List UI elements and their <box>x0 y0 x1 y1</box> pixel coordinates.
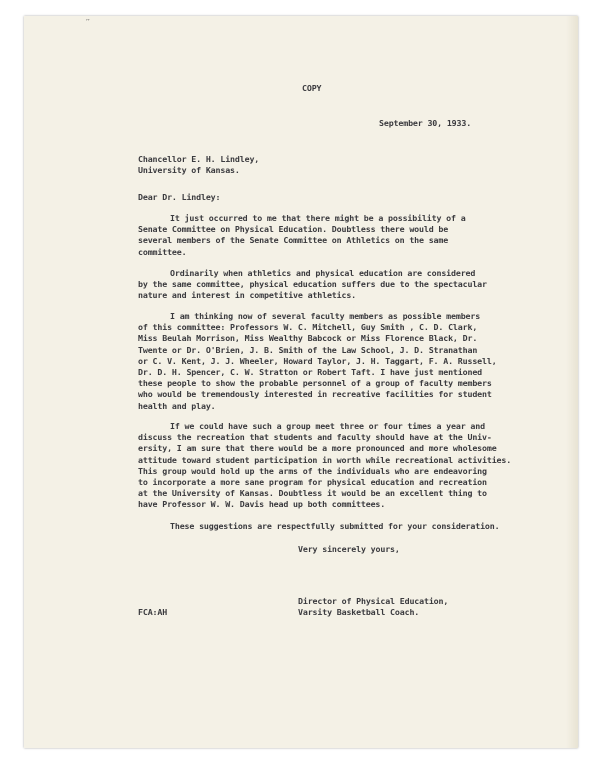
paragraph-line: I am thinking now of several faculty members as possible members <box>170 311 481 321</box>
paragraph-5 <box>170 521 570 532</box>
paragraph-line: or C. V. Kent, J. J. Wheeler, Howard Taylor, J. H. Taggart, F. A. Russell, <box>138 355 497 366</box>
recipient-name: Chancellor E. H. Lindley, <box>138 154 260 164</box>
paragraph-line: Twente or Dr. O'Brien, J. B. Smith of the Law School, J. D. Stranathan <box>138 344 478 355</box>
signature-title-line-1: Director of Physical Education, <box>298 596 449 606</box>
paragraph-3 <box>138 311 570 412</box>
paragraph-line: who would be tremendously interested in recreative facilities for student <box>138 389 492 400</box>
paragraph-1 <box>138 213 570 258</box>
letter-date: September 30, 1933. <box>379 118 472 128</box>
corner-mark: ′′ <box>86 18 90 27</box>
paragraph-line: to incorporate a more sane program for physical education and recreation <box>138 477 487 488</box>
paragraph-line: health and play. <box>138 400 216 411</box>
signature-title-line-2: Varsity Basketball Coach. <box>298 607 420 617</box>
paragraph-2 <box>138 268 570 302</box>
paragraph-line: Ordinarily when athletics and physical education are considered <box>170 268 476 278</box>
paragraph-line: committee. <box>138 246 187 257</box>
salutation: Dear Dr. Lindley: <box>138 192 221 202</box>
paragraph-line: of this committee: Professors W. C. Mitchell, Guy Smith , C. D. Clark, <box>138 322 478 333</box>
paragraph-line: It just occurred to me that there might be a possibility of a <box>170 213 466 223</box>
paragraph-line: This group would hold up the arms of the individuals who are endeavoring <box>138 465 487 476</box>
closing: Very sincerely yours, <box>298 544 400 554</box>
paragraph-line: these people to show the probable personnel of a group of faculty members <box>138 378 492 389</box>
paragraph-line: Miss Beulah Morrison, Miss Wealthy Babcock or Miss Florence Black, Dr. <box>138 333 478 344</box>
paragraph-line: If we could have such a group meet three or four times a year and <box>170 421 485 431</box>
paragraph-line: attitude toward student participation in worth while recreational activities. <box>138 454 512 465</box>
paragraph-line: Senate Committee on Physical Education. Doubtless there would be <box>138 224 449 235</box>
paragraph-4 <box>138 421 570 511</box>
typist-initials: FCA:AH <box>138 607 168 617</box>
paragraph-line: discuss the recreation that students and faculty should have at the Univ- <box>138 432 492 443</box>
paragraph-line: have Professor W. W. Davis head up both committees. <box>138 499 386 510</box>
paragraph-line: ersity, I am sure that there would be a more pronounced and more wholesome <box>138 443 497 454</box>
paragraph-line: Dr. D. H. Spencer, C. W. Stratton or Robert Taft. I have just mentioned <box>138 367 483 378</box>
paragraph-line: by the same committee, physical education suffers due to the spectacular <box>138 279 487 290</box>
copy-label: COPY <box>302 83 322 93</box>
paragraph-line: several members of the Senate Committee on Athletics on the same <box>138 235 449 246</box>
paragraph-line: These suggestions are respectfully submitted for your consideration. <box>170 521 500 531</box>
paragraph-line: at the University of Kansas. Doubtless it would be an excellent thing to <box>138 488 487 499</box>
paragraph-line: nature and interest in competitive athletics. <box>138 290 357 301</box>
recipient-institution: University of Kansas. <box>138 165 240 175</box>
